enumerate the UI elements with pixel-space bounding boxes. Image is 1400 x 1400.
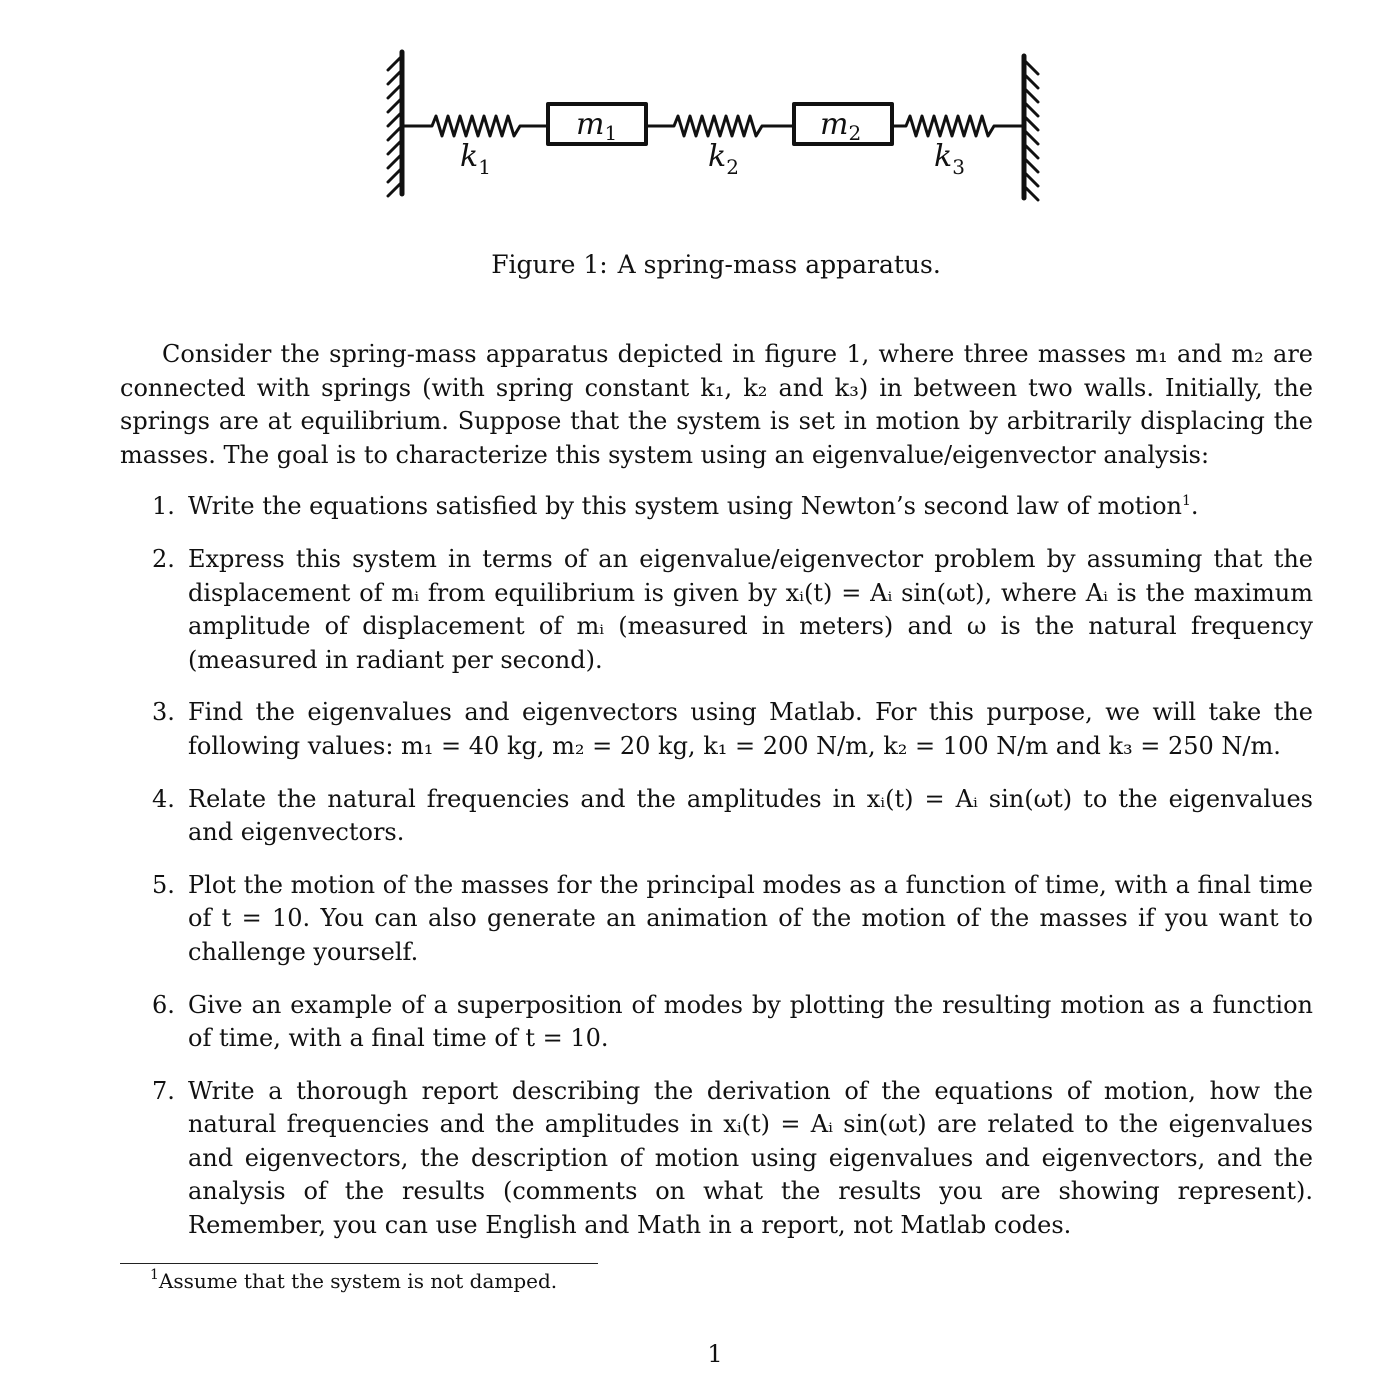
spring-k1-label: $k_1$ bbox=[460, 139, 491, 179]
footnote bbox=[150, 1268, 557, 1294]
right-wall bbox=[1024, 56, 1038, 200]
task-list bbox=[120, 490, 1313, 1242]
spring-mass-figure bbox=[378, 42, 1058, 212]
task-number: 5. bbox=[152, 870, 175, 899]
task-text: Give an example of a superposition of modes by plotting the resulting motion as a function of time, with a final time of t = 10. bbox=[188, 990, 1313, 1053]
task-text: Relate the natural frequencies and the amplitudes in xᵢ(t) = Aᵢ sin(ωt) to the eigenvalues and eigenvectors. bbox=[188, 784, 1313, 847]
task-item bbox=[120, 989, 1313, 1056]
task-text: Plot the motion of the masses for the principal modes as a function of time, with a final time of t = 10. You can also generate an animation of the motion of the masses if you want to challenge yourself. bbox=[188, 870, 1313, 966]
task-item bbox=[120, 696, 1313, 763]
spring-k3 bbox=[892, 116, 1024, 136]
task-item bbox=[120, 869, 1313, 970]
task-number: 6. bbox=[152, 990, 175, 1019]
spring-k1 bbox=[402, 116, 548, 136]
footnote-marker: 1 bbox=[1182, 493, 1191, 510]
task-number: 7. bbox=[152, 1076, 175, 1105]
caption-text: A spring-mass apparatus. bbox=[617, 250, 941, 279]
spring-mass-diagram bbox=[378, 42, 1058, 212]
task-text: Write the equations satisfied by this system using Newton’s second law of motion bbox=[188, 492, 1182, 521]
task-number: 3. bbox=[152, 698, 175, 727]
footnote-divider bbox=[120, 1263, 598, 1264]
problem-body bbox=[120, 338, 1313, 1262]
task-number: 4. bbox=[152, 784, 175, 813]
footnote-mark: 1 bbox=[150, 1267, 159, 1283]
left-wall bbox=[388, 52, 402, 196]
task-item bbox=[120, 490, 1313, 524]
task-item bbox=[120, 783, 1313, 850]
mass-m2-label: $m_2$ bbox=[820, 107, 862, 145]
spring-k2 bbox=[646, 116, 794, 136]
task-text-end: . bbox=[1190, 492, 1199, 521]
task-text: Find the eigenvalues and eigenvectors using Matlab. For this purpose, we will take the following values: m₁ = 40 kg, m₂ = 20 kg, k₁ = 200 N/m, k₂ = 100 N/m and k₃ = 250 N/m. bbox=[188, 698, 1313, 760]
footnote-text: Assume that the system is not damped. bbox=[158, 1269, 558, 1293]
page-number: 1 bbox=[707, 1340, 723, 1368]
task-item bbox=[120, 1075, 1313, 1243]
caption-label: Figure 1: bbox=[491, 250, 608, 279]
intro-paragraph: Consider the spring-mass apparatus depicted in figure 1, where three masses m₁ and m₂ are connected with springs (with spring constant k₁, k₂ and k₃) in between two walls. Initially, the springs are at equilibrium. Suppose that the system is set in motion by arbitrarily displacing the masses. The goal is to characterize this system using an eigenvalue/eigenvector analysis: bbox=[120, 340, 1313, 469]
task-text: Express this system in terms of an eigenvalue/eigenvector problem by assuming that the displacement of mᵢ from equilibrium is given by xᵢ(t) = Aᵢ sin(ωt), where Aᵢ is the maximum amplitude of displacement of mᵢ (measured in meters) and ω is the natural frequency (measured in radiant per second). bbox=[188, 544, 1313, 674]
mass-m1-label: $m_1$ bbox=[576, 107, 618, 145]
task-number: 2. bbox=[152, 544, 175, 573]
task-item bbox=[120, 543, 1313, 677]
task-text: Write a thorough report describing the derivation of the equations of motion, how the natural frequencies and the amplitudes in xᵢ(t) = Aᵢ sin(ωt) are related to the eigenvalues and eigenvectors, the description of motion using eigenvalues and eigenvectors, and the analysis of the results (comments on what the results you are showing represent). Remember, you can use English and Math in a report, not Matlab codes. bbox=[188, 1076, 1313, 1240]
spring-k3-label: $k_3$ bbox=[934, 139, 965, 179]
spring-k2-label: $k_2$ bbox=[708, 139, 739, 179]
task-number: 1. bbox=[152, 492, 175, 521]
figure-caption bbox=[16, 248, 1400, 282]
